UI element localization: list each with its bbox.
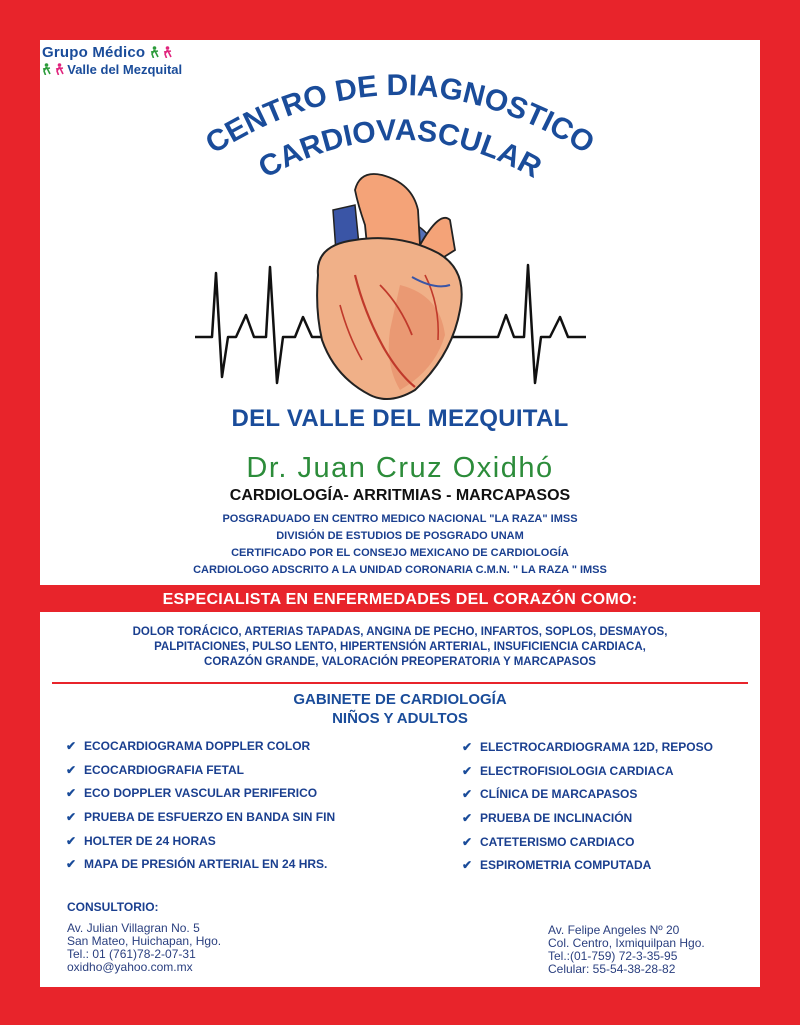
- address-line: Av. Felipe Angeles Nº 20: [548, 923, 680, 937]
- conditions-list: [0, 625, 800, 670]
- doctor-credentials: [0, 511, 800, 579]
- phone-line: Tel.:(01-759) 72-3-35-95: [548, 949, 678, 963]
- check-icon: ✔: [66, 857, 77, 872]
- check-icon: ✔: [66, 762, 77, 777]
- conditions-line: PALPITACIONES, PULSO LENTO, HIPERTENSIÓN ARTERIAL, INSUFICIENCIA CARDIACA,: [154, 641, 646, 653]
- services-left-list: [66, 739, 335, 881]
- check-icon: ✔: [66, 833, 77, 848]
- check-icon: ✔: [66, 739, 77, 753]
- mobile-line: Celular: 55-54-38-28-82: [548, 962, 676, 976]
- check-icon: ✔: [462, 740, 473, 754]
- doctor-name: Dr. Juan Cruz Oxidhó: [246, 452, 554, 484]
- service-item: ✔ CATETERISMO CARDIACO: [462, 834, 635, 849]
- specialist-banner: ESPECIALISTA EN ENFERMEDADES DEL CORAZÓN COMO:: [162, 591, 638, 608]
- service-item: ✔ PRUEBA DE ESFUERZO EN BANDA SIN FIN: [66, 810, 336, 825]
- service-item: ✔ ECOCARDIOGRAMA DOPPLER COLOR: [66, 739, 311, 753]
- heart-illustration: [150, 165, 590, 410]
- title-line1: CENTRO DE DIAGNOSTICO: [200, 68, 600, 161]
- service-item: ✔ HOLTER DE 24 HORAS: [66, 833, 216, 848]
- service-item: ✔ CLÍNICA DE MARCAPASOS: [462, 787, 638, 802]
- service-item: ✔ MAPA DE PRESIÓN ARTERIAL EN 24 HRS.: [66, 857, 328, 872]
- address-right: [548, 924, 705, 976]
- gabinete-line2: NIÑOS Y ADULTOS: [332, 710, 468, 727]
- service-item: ✔ ECO DOPPLER VASCULAR PERIFERICO: [66, 786, 318, 801]
- service-item: ✔ ELECTROFISIOLOGIA CARDIACA: [462, 763, 674, 778]
- check-icon: ✔: [462, 763, 473, 778]
- check-icon: ✔: [462, 858, 473, 873]
- check-icon: ✔: [462, 787, 473, 802]
- doctor-specialties: CARDIOLOGÍA- ARRITMIAS - MARCAPASOS: [229, 487, 571, 504]
- consultorio-heading: CONSULTORIO:: [67, 900, 159, 914]
- conditions-line: CORAZÓN GRANDE, VALORACIÓN PREOPERATORIA Y MARCAPASOS: [204, 656, 596, 668]
- service-item: ✔ ELECTROCARDIOGRAMA 12D, REPOSO: [462, 740, 713, 754]
- phone-line: Tel.: 01 (761)78-2-07-31: [67, 947, 196, 961]
- divider: [52, 682, 748, 684]
- logo-line1: Grupo Médico: [42, 44, 146, 61]
- address-left: [67, 922, 221, 974]
- services-right-list: [462, 740, 713, 882]
- check-icon: ✔: [66, 810, 77, 825]
- credential-line: CARDIOLOGO ADSCRITO A LA UNIDAD CORONARIA C.M.N. " LA RAZA " IMSS: [193, 564, 607, 576]
- address-line: San Mateo, Huichapan, Hgo.: [67, 934, 222, 948]
- service-item: ✔ ECOCARDIOGRAFIA FETAL: [66, 762, 244, 777]
- gabinete-heading: [0, 690, 800, 728]
- logo-line2: Valle del Mezquital: [67, 62, 183, 77]
- check-icon: ✔: [462, 834, 473, 849]
- gabinete-line1: GABINETE DE CARDIOLOGÍA: [293, 691, 507, 708]
- credential-line: DIVISIÓN DE ESTUDIOS DE POSGRADO UNAM: [276, 530, 524, 542]
- address-line: Av. Julian Villagran No. 5: [67, 921, 200, 935]
- check-icon: ✔: [462, 811, 473, 826]
- check-icon: ✔: [66, 786, 77, 801]
- subtitle: DEL VALLE DEL MEZQUITAL: [231, 405, 569, 432]
- service-item: ✔ ESPIROMETRIA COMPUTADA: [462, 858, 652, 873]
- credential-line: CERTIFICADO POR EL CONSEJO MEXICANO DE CARDIOLOGÍA: [231, 547, 569, 559]
- service-item: ✔ PRUEBA DE INCLINACIÓN: [462, 811, 633, 826]
- address-line: Col. Centro, Ixmiquilpan Hgo.: [548, 936, 705, 950]
- email-line: oxidho@yahoo.com.mx: [67, 960, 193, 974]
- credential-line: POSGRADUADO EN CENTRO MEDICO NACIONAL "LA RAZA" IMSS: [222, 513, 578, 525]
- conditions-line: DOLOR TORÁCICO, ARTERIAS TAPADAS, ANGINA DE PECHO, INFARTOS, SOPLOS, DESMAYOS,: [132, 626, 668, 638]
- title-line2: CARDIOVASCULAR: [253, 113, 547, 185]
